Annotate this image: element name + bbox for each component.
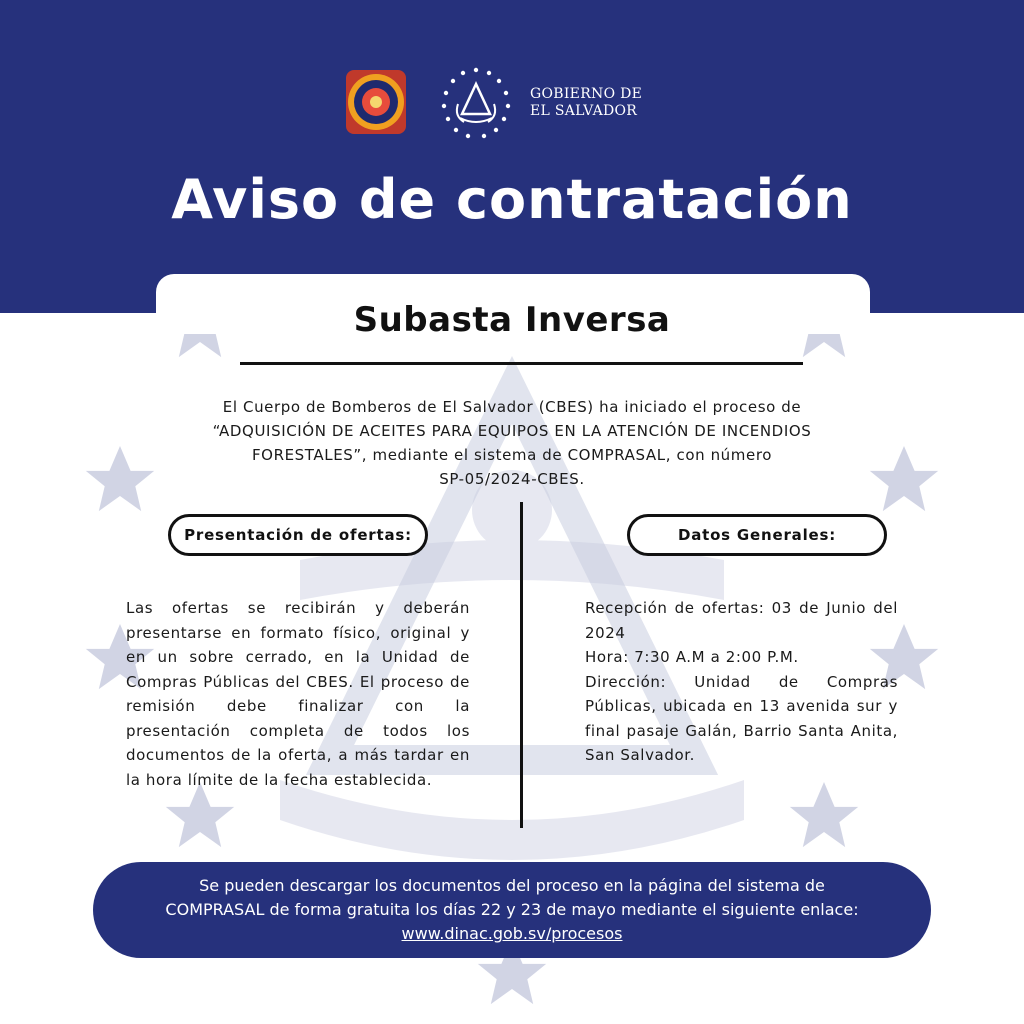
column-divider xyxy=(520,502,523,828)
presentacion-body: Las ofertas se recibirán y deberán presentarse en formato físico, original y en un sobre cerrado, en la Unidad de Compras Públicas del CBES. El proceso de remisión debe finalizar con la presentación completa de todos los documentos de la oferta, a más tardar en la hora límite de la fecha establecida. xyxy=(126,599,470,789)
bomberos-logo-icon xyxy=(342,68,410,136)
intro-line: FORESTALES”, mediante el sistema de COMPRASAL, con número xyxy=(251,446,773,464)
datos-generales-heading: Datos Generales: xyxy=(627,514,887,556)
reception-date: Recepción de ofertas: 03 de Junio del 2024 xyxy=(585,599,898,642)
logos-row xyxy=(340,64,680,144)
intro-paragraph xyxy=(140,395,884,491)
banner-line: Se pueden descargar los documentos del proceso en la página del sistema de xyxy=(199,876,825,895)
banner-line: COMPRASAL de forma gratuita los días 22 y 23 de mayo mediante el siguiente enlace: xyxy=(165,900,859,919)
subtitle-underline xyxy=(240,362,803,365)
procesos-link[interactable]: www.dinac.gob.sv/procesos xyxy=(401,924,623,943)
reception-hours: Hora: 7:30 A.M a 2:00 P.M. xyxy=(585,648,799,666)
gobierno-shield-icon xyxy=(436,64,516,144)
subtitle: Subasta Inversa xyxy=(353,300,671,340)
presentacion-heading: Presentación de ofertas: xyxy=(168,514,428,556)
intro-line: SP-05/2024-CBES. xyxy=(439,470,585,488)
gov-text-line2: EL SALVADOR xyxy=(530,103,638,119)
datos-generales-body xyxy=(585,596,898,768)
download-banner xyxy=(93,862,931,958)
intro-line: “ADQUISICIÓN DE ACEITES PARA EQUIPOS EN LA ATENCIÓN DE INCENDIOS xyxy=(212,422,812,440)
gov-text-line1: GOBIERNO DE xyxy=(530,86,643,102)
page-title: Aviso de contratación xyxy=(171,168,853,231)
gobierno-wordmark xyxy=(530,86,642,120)
address: Dirección: Unidad de Compras Públicas, ubicada en 13 avenida sur y final pasaje Galán, Barrio Santa Anita, San Salvador. xyxy=(585,672,898,764)
intro-line: El Cuerpo de Bomberos de El Salvador (CBES) ha iniciado el proceso de xyxy=(222,398,802,416)
